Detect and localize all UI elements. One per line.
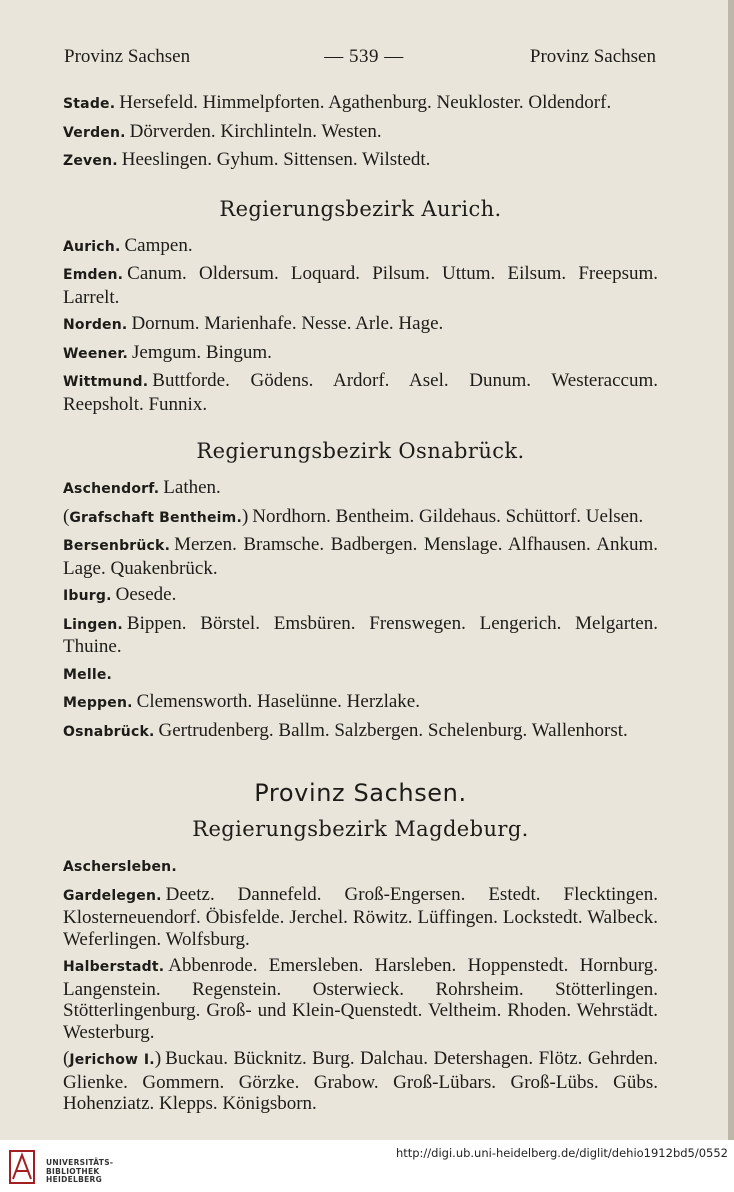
header-right-title: Provinz Sachsen [529, 46, 656, 67]
heading-aurich: Regierungsbezirk Aurich. [219, 196, 502, 221]
entry-place-list: Hersefeld. Himmelpforten. Agathenburg. Neukloster. Oldendorf. [119, 92, 612, 113]
entry-district-name: Stade. [63, 96, 116, 112]
footer-bar [0, 1140, 734, 1192]
register-entry [63, 955, 658, 1043]
page-number: — 539 — [324, 46, 404, 67]
register-entry [63, 477, 658, 501]
header-left-title: Provinz Sachsen [64, 46, 191, 67]
entry-place-list: Jemgum. Bingum. [132, 341, 272, 363]
entry-place-list: Deetz. Dannefeld. Groß-Engersen. Estedt. Flecktingen. Klosterneuendorf. Öbisfelde. Jerchel. Röwitz. Lüffingen. Lockstedt. Walbeck. Weferlingen. Wolfsburg. [63, 883, 658, 950]
running-header [0, 46, 728, 74]
entry-place-list: Lathen. [163, 477, 221, 498]
entry-place-list: Gertrudenberg. Ballm. Salzbergen. Schelenburg. Wallenhorst. [158, 719, 628, 741]
register-entry [63, 506, 658, 530]
heading-provinz-sachsen: Provinz Sachsen. [254, 779, 467, 807]
register-entry [63, 121, 658, 145]
register-entry [63, 584, 658, 608]
logo-line-2: BIBLIOTHEK [46, 1166, 100, 1176]
entries-magdeburg [63, 855, 658, 1115]
register-entry [63, 92, 658, 116]
entry-place-list: Dornum. Marienhafe. Nesse. Arle. Hage. [131, 313, 444, 334]
entries-osnabrueck [63, 477, 658, 743]
entry-place-list: Heeslingen. Gyhum. Sittensen. Wilstedt. [121, 149, 431, 170]
source-url-link[interactable]: http://digi.ub.uni-heidelberg.de/diglit/dehio1912bd5/0552 [395, 1146, 728, 1160]
entry-open-paren: ( [63, 505, 70, 527]
page-content [63, 92, 658, 1120]
entry-district-name: Lingen. [63, 616, 123, 633]
entry-close-paren: ) [154, 1048, 162, 1069]
entry-district-name: Norden. [63, 317, 128, 333]
register-entry [63, 1048, 658, 1115]
entry-place-list: Bippen. Börstel. Emsbüren. Frenswegen. Lengerich. Melgarten. Thuine. [63, 612, 658, 657]
entry-place-list: Canum. Oldersum. Loquard. Pilsum. Uttum. Eilsum. Freepsum. Larrelt. [63, 263, 658, 308]
entry-district-name: Zeven. [63, 153, 118, 169]
entry-district-name: Aurich. [63, 238, 121, 255]
entry-place-list: Buckau. Bücknitz. Burg. Dalchau. Detershagen. Flötz. Gehrden. Glienke. Gommern. Görzke. Grabow. Groß-Lübars. Groß-Lübs. Gübs. Hohenziatz. Klepps. Königsborn. [63, 1048, 658, 1114]
entry-district-name: Jerichow I. [69, 1052, 155, 1068]
entry-district-name: Emden. [63, 267, 124, 283]
register-entry [63, 720, 658, 744]
register-entry [63, 884, 658, 951]
entry-place-list: Dörverden. Kirchlinteln. Westen. [129, 120, 382, 142]
heading-osnabrueck: Regierungsbezirk Osnabrück. [196, 439, 525, 463]
entry-place-list: Abbenrode. Emersleben. Harsleben. Hoppenstedt. Hornburg. Langenstein. Regenstein. Osterwieck. Rohrsheim. Stötterlingen. Stötterlingenburg. Groß- und Klein-Quenstedt. Veltheim. Rhoden. Wehrstädt. Westerburg. [63, 955, 658, 1043]
library-name [46, 1159, 113, 1185]
entries-aurich [63, 235, 658, 416]
register-entry [63, 663, 658, 687]
entry-place-list: Nordhorn. Bentheim. Gildehaus. Schüttorf. Uelsen. [252, 505, 644, 527]
heading-magdeburg: Regierungsbezirk Magdeburg. [192, 817, 529, 841]
entry-place-list: Merzen. Bramsche. Badbergen. Menslage. Alfhausen. Ankum. Lage. Quakenbrück. [63, 534, 658, 579]
register-entry [63, 855, 658, 879]
register-entry [63, 613, 658, 658]
entry-district-name: Weener. [63, 345, 129, 362]
entry-district-name: Iburg. [63, 588, 112, 604]
register-entry [63, 263, 658, 308]
entry-place-list: Oesede. [115, 584, 177, 605]
entry-district-name: Osnabrück. [63, 723, 155, 740]
entry-district-name: Bersenbrück. [63, 538, 171, 554]
logo-line-3: HEIDELBERG [46, 1175, 103, 1184]
entry-district-name: Halberstadt. [63, 959, 165, 975]
entry-district-name: Wittmund. [63, 374, 149, 390]
register-entry [63, 313, 658, 337]
register-entry [63, 149, 658, 173]
entry-place-list: Buttforde. Gödens. Ardorf. Asel. Dunum. Westeraccum. Reepsholt. Funnix. [63, 370, 658, 415]
page-edge-shadow [728, 0, 734, 1140]
entry-district-name: Meppen. [63, 695, 133, 711]
register-entry [63, 370, 658, 415]
entry-district-name: Aschendorf. [63, 481, 160, 497]
register-entry [63, 235, 658, 259]
entry-close-paren: ) [241, 505, 249, 527]
university-library-logo[interactable] [8, 1147, 138, 1187]
register-entry [63, 342, 658, 366]
entry-place-list: Clemensworth. Haselünne. Herzlake. [136, 691, 420, 712]
entry-district-name: Grafschaft Bentheim. [69, 509, 242, 526]
entry-district-name: Verden. [63, 124, 126, 141]
entries-stade-region [63, 92, 658, 173]
entry-district-name: Gardelegen. [63, 887, 162, 904]
logo-line-1: UNIVERSITÄTS- [46, 1158, 114, 1167]
entry-district-name: Melle. [63, 666, 113, 683]
library-crest-icon [8, 1147, 38, 1187]
entry-place-list: Campen. [124, 234, 193, 256]
entry-open-paren: ( [63, 1048, 70, 1069]
register-entry [63, 534, 658, 579]
entry-district-name: Aschersleben. [63, 859, 177, 875]
register-entry [63, 691, 658, 715]
